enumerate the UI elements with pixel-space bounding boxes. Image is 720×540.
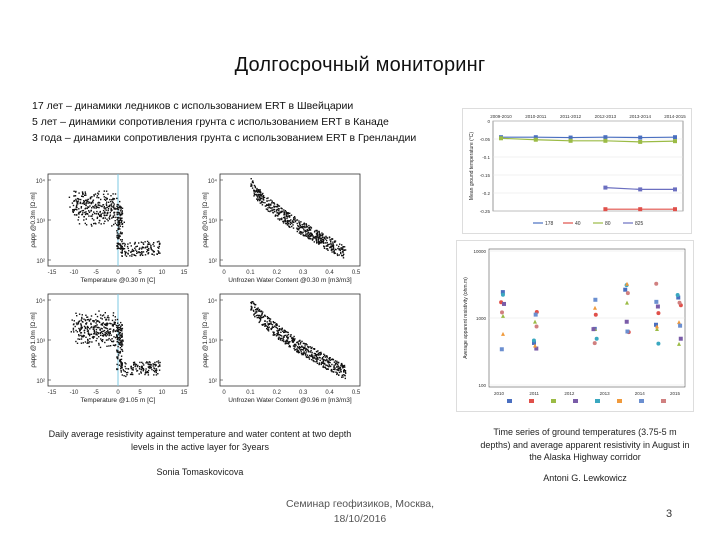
x-tick-label: 0 bbox=[222, 270, 226, 276]
left-author: Sonia Tomaskovicova bbox=[156, 467, 244, 477]
x-tick-label: 5 bbox=[138, 390, 142, 396]
resistivity-point bbox=[500, 310, 504, 314]
x-tick-label: 0.5 bbox=[351, 390, 361, 396]
y-tick-label: -0.1 bbox=[482, 155, 490, 160]
resistivity-point bbox=[593, 341, 597, 345]
resistivity-point bbox=[500, 347, 504, 351]
resistivity-point bbox=[532, 339, 536, 343]
y-tick-label: 10³ bbox=[36, 339, 45, 345]
series-point bbox=[603, 207, 607, 211]
y-tick-label: 10⁴ bbox=[35, 179, 45, 185]
x-tick-label: 2010 bbox=[493, 391, 505, 396]
resistivity-point bbox=[625, 320, 629, 324]
x-tick-label: 2013 bbox=[599, 391, 610, 396]
x-tick-label: -5 bbox=[93, 390, 99, 396]
y-tick-label: 100 bbox=[478, 383, 486, 388]
x-tick-label: 0 bbox=[116, 390, 120, 396]
legend-label: 80 bbox=[605, 221, 611, 227]
y-tick-label: 0 bbox=[487, 119, 490, 124]
x-tick-label: 5 bbox=[138, 270, 142, 276]
x-tick-label: 0 bbox=[116, 270, 120, 276]
x-tick-label: 0.5 bbox=[351, 270, 361, 276]
resistivity-chart bbox=[456, 240, 694, 412]
bullet-item: 17 лет – динамики ледников с использованием ERT в Швейцарии bbox=[32, 100, 354, 112]
x-tick-label: 0.2 bbox=[272, 390, 281, 396]
resistivity-point bbox=[679, 337, 683, 341]
scatter-panel bbox=[202, 174, 361, 284]
y-tick-label: 10⁴ bbox=[207, 179, 217, 185]
resistivity-point bbox=[623, 288, 627, 292]
x-tick-label: 0.1 bbox=[246, 270, 255, 276]
resistivity-point bbox=[678, 301, 682, 305]
resistivity-point bbox=[502, 302, 506, 306]
x-tick-label: 0.3 bbox=[299, 270, 308, 276]
legend-swatch bbox=[529, 399, 534, 403]
series-point bbox=[569, 139, 573, 143]
x-tick-label: 2014 bbox=[634, 391, 645, 396]
series-point bbox=[638, 136, 642, 140]
right-author: Antoni G. Lewkowicz bbox=[543, 473, 627, 483]
resistivity-point bbox=[678, 324, 682, 328]
y-tick-label: 10⁴ bbox=[207, 299, 217, 305]
scatter-panel bbox=[30, 294, 188, 404]
y-tick-label: -0.2 bbox=[482, 191, 490, 196]
resistivity-point bbox=[625, 330, 629, 334]
y-axis-label: Average apparent resistivity (ohm.m) bbox=[463, 277, 469, 359]
resistivity-point bbox=[656, 342, 660, 346]
bullet-item: 5 лет – динамики сопротивления грунта с использованием ERT в Канаде bbox=[32, 116, 389, 128]
x-tick-label: 2014-2015 bbox=[664, 114, 686, 119]
legend-swatch bbox=[507, 399, 512, 403]
x-tick-label: 0.1 bbox=[246, 390, 255, 396]
resistivity-point bbox=[534, 313, 538, 317]
legend-swatch bbox=[551, 399, 556, 403]
x-tick-label: 0.4 bbox=[325, 270, 334, 276]
y-tick-label: 10² bbox=[36, 379, 45, 385]
series-point bbox=[499, 136, 503, 140]
plot-frame bbox=[220, 174, 360, 266]
series-point bbox=[603, 139, 607, 143]
resistivity-point bbox=[626, 291, 630, 295]
x-tick-label: 2015 bbox=[669, 391, 681, 396]
x-axis-label: Temperature @1.05 m [C] bbox=[80, 397, 156, 404]
x-axis-label: Unfrozen Water Content @0.30 m [m3/m3] bbox=[228, 277, 352, 284]
x-tick-label: 2013-2014 bbox=[629, 114, 651, 119]
resistivity-point bbox=[654, 282, 658, 286]
series-point bbox=[673, 139, 677, 143]
page-number: 3 bbox=[666, 508, 673, 520]
y-tick-label: 1000 bbox=[475, 316, 486, 321]
y-axis-label: ρapp @1.0m [Ω·m] bbox=[202, 312, 209, 368]
legend-label: 40 bbox=[575, 221, 581, 227]
series-point bbox=[603, 186, 607, 190]
scatter-panel bbox=[202, 294, 361, 404]
x-tick-label: -10 bbox=[69, 390, 79, 396]
y-tick-label: 10³ bbox=[208, 339, 217, 345]
series-point bbox=[673, 207, 677, 211]
scatter-panel bbox=[30, 174, 188, 284]
y-tick-label: 10² bbox=[36, 259, 45, 265]
footer-text: Семинар геофизиков, Москва, 18/10/2016 bbox=[285, 498, 435, 525]
series-point bbox=[638, 207, 642, 211]
x-tick-label: 0.3 bbox=[299, 390, 308, 396]
x-axis-label: Temperature @0.30 m [C] bbox=[80, 277, 156, 284]
series-point bbox=[534, 138, 538, 142]
x-tick-label: 0 bbox=[222, 390, 226, 396]
x-tick-label: 0.4 bbox=[325, 390, 334, 396]
legend-label: 178 bbox=[545, 221, 554, 227]
right-caption: Time series of ground temperatures (3.75-5 m depths) and average apparent resistivity in August in the Alaska Highway corridor bbox=[480, 427, 690, 462]
temperature-chart bbox=[462, 108, 692, 234]
x-tick-label: 0.2 bbox=[272, 270, 281, 276]
resistivity-point bbox=[656, 305, 660, 309]
bullet-item: 3 года – динамики сопротивления грунта с использованием ERT в Гренландии bbox=[32, 132, 417, 144]
resistivity-point bbox=[676, 293, 680, 297]
bullet-list bbox=[32, 98, 416, 146]
y-tick-label: 10000 bbox=[473, 249, 486, 254]
x-tick-label: 2011-2012 bbox=[560, 114, 582, 119]
x-tick-label: -5 bbox=[93, 270, 99, 276]
plot-frame bbox=[493, 121, 683, 211]
x-tick-label: 10 bbox=[158, 390, 166, 396]
y-tick-label: -0.15 bbox=[479, 173, 490, 178]
series-point bbox=[673, 135, 677, 139]
y-axis-label: ρapp @0.3m [Ω·m] bbox=[202, 192, 209, 248]
legend-swatch bbox=[617, 399, 622, 403]
resistivity-point bbox=[535, 325, 539, 329]
y-tick-label: 10³ bbox=[208, 219, 217, 225]
legend-swatch bbox=[639, 399, 644, 403]
x-tick-label: -10 bbox=[69, 270, 79, 276]
y-tick-label: -0.25 bbox=[479, 209, 490, 214]
series-point bbox=[638, 140, 642, 144]
x-tick-label: 2012-2013 bbox=[594, 114, 617, 119]
y-tick-label: 10⁴ bbox=[35, 299, 45, 305]
series-point bbox=[638, 187, 642, 191]
x-tick-label: 15 bbox=[180, 270, 188, 276]
y-axis-label: Mean ground temperature (°C) bbox=[469, 131, 475, 201]
x-tick-label: 2010-2011 bbox=[525, 114, 547, 119]
x-tick-label: -15 bbox=[47, 390, 57, 396]
y-axis-label: ρapp @1.0m [Ω·m] bbox=[30, 312, 37, 368]
x-tick-label: 2012 bbox=[564, 391, 575, 396]
resistivity-point bbox=[593, 298, 597, 302]
slide-title: Долгосрочный мониторинг bbox=[234, 54, 486, 76]
legend-swatch bbox=[661, 399, 666, 403]
y-tick-label: -0.05 bbox=[479, 137, 490, 142]
resistivity-point bbox=[594, 313, 598, 317]
y-axis-label: ρapp @0.3m [Ω·m] bbox=[30, 192, 37, 248]
x-tick-label: -15 bbox=[47, 270, 57, 276]
x-axis-label: Unfrozen Water Content @0.96 m [m3/m3] bbox=[228, 397, 352, 404]
legend-label: 825 bbox=[635, 221, 644, 227]
resistivity-point bbox=[656, 311, 660, 315]
legend-swatch bbox=[573, 399, 578, 403]
series-point bbox=[673, 187, 677, 191]
series-point bbox=[603, 135, 607, 139]
x-tick-label: 2009-2010 bbox=[490, 114, 512, 119]
resistivity-point bbox=[591, 327, 595, 331]
legend-swatch bbox=[595, 399, 600, 403]
left-caption: Daily average resistivity against temperature and water content at two depth levels in the active layer for 3years bbox=[48, 429, 352, 452]
x-tick-label: 10 bbox=[158, 270, 166, 276]
x-tick-label: 15 bbox=[180, 390, 188, 396]
resistivity-point bbox=[654, 300, 658, 304]
resistivity-point bbox=[501, 293, 505, 297]
resistivity-point bbox=[595, 337, 599, 341]
x-tick-label: 2011 bbox=[529, 391, 540, 396]
y-tick-label: 10² bbox=[208, 379, 217, 385]
y-tick-label: 10² bbox=[208, 259, 217, 265]
y-tick-label: 10³ bbox=[36, 219, 45, 225]
scatter-figure bbox=[30, 166, 390, 416]
